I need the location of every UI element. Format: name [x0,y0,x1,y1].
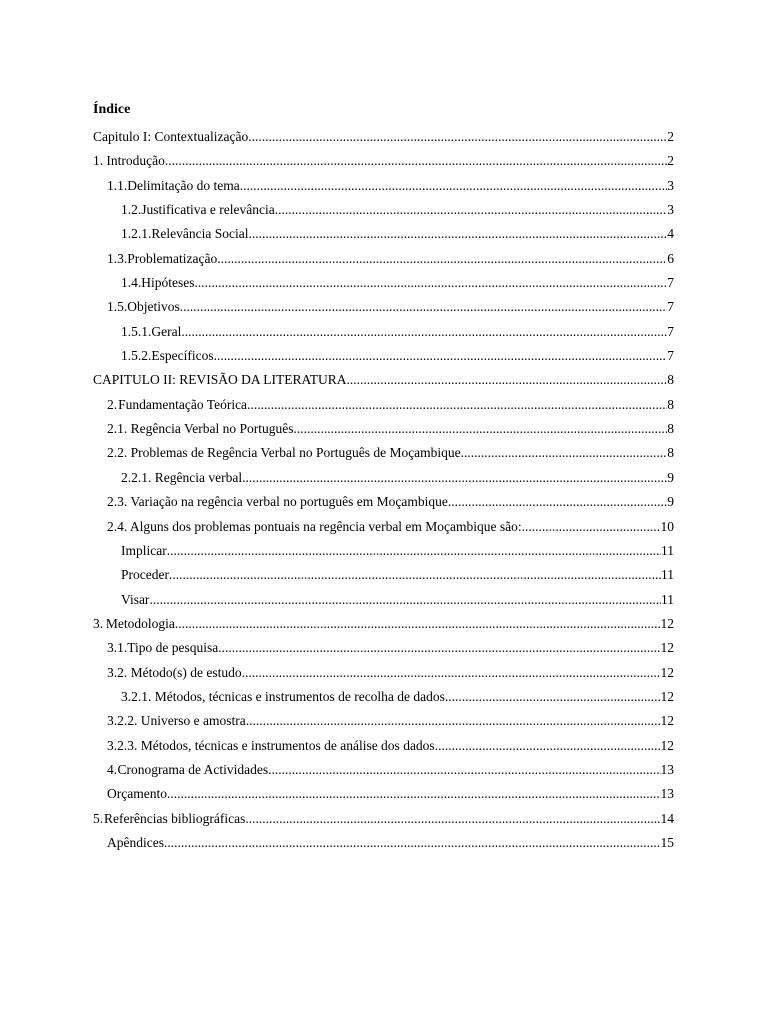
toc-entry-page: 12 [660,664,674,680]
toc-entry-text: 3.2.1. Métodos, técnicas e instrumentos de recolha de dados [121,688,445,704]
toc-leader [245,809,660,829]
toc-entry-number: 5. [93,810,104,826]
toc-leader [522,517,661,537]
toc-entry-text: Visar [121,591,150,607]
toc-leader [167,541,661,561]
toc-entry-number: 1.3. [107,250,128,266]
toc-entry-page: 2 [667,153,674,169]
toc-entry-page: 15 [660,834,674,850]
toc-title: Índice [93,102,131,117]
toc-entry[interactable] [0,613,768,637]
toc-entry-text: Introdução [106,153,165,169]
toc-entry[interactable] [0,491,768,515]
toc-leader [149,590,661,610]
toc-leader [275,200,668,220]
toc-entry-text: CAPITULO II: REVISÃO DA LITERATURA [93,372,347,388]
toc-entry[interactable] [0,783,768,807]
toc-entry[interactable] [0,735,768,759]
toc-leader [180,297,668,317]
toc-entry-text: Metodologia [105,615,175,631]
toc-entry-page: 2 [667,129,674,144]
toc-entry-number: 3. [93,615,104,631]
toc-entry-page: 9 [667,469,674,485]
toc-entry-text: 3.2.2. Universo e amostra [107,713,246,729]
toc-entry-number: 2. [107,396,118,412]
toc-entry-text: 3.2.3. Métodos, técnicas e instrumentos de análise dos dados [107,737,435,753]
toc-entry-text: Justificativa e relevância [141,202,275,218]
toc-leader [268,760,660,780]
toc-entry[interactable] [0,418,768,442]
toc-leader [293,419,667,439]
toc-entry-page: 7 [667,323,674,339]
toc-entry-text: 3.2. Método(s) de estudo [107,664,242,680]
toc-entry[interactable] [0,637,768,661]
toc-entry[interactable] [0,516,768,540]
toc-entry-text: Relevância Social [151,226,249,242]
toc-entry-text: Apêndices [107,834,164,850]
toc-entry-text: 2.2. Problemas de Regência Verbal no Português de Moçambique [107,445,461,461]
toc-entry-page: 12 [660,713,674,729]
toc-entry-page: 3 [667,177,674,193]
toc-entry[interactable] [0,223,768,247]
toc-entry-text: Referências bibliográficas [104,810,246,826]
toc-entry[interactable] [0,540,768,564]
toc-entry-number: 1.1. [107,177,128,193]
toc-entry[interactable] [0,321,768,345]
toc-entry-number: 1.4. [121,275,142,291]
toc-entry-page: 8 [667,421,674,437]
toc-entry[interactable] [0,589,768,613]
toc-entry-page: 11 [661,567,674,583]
toc-entry-number: 1.5. [107,299,128,315]
toc-entry-page: 10 [660,518,674,534]
toc-entry-page: 12 [660,640,674,656]
toc-entry-number: 3.1. [107,640,128,656]
toc-entry-text: Orçamento [107,786,167,802]
toc-leader [448,492,667,512]
toc-entry-page: 11 [661,591,674,607]
toc-entry-text: Delimitação do tema [127,177,240,193]
toc-entry-number: 4. [107,761,118,777]
toc-leader [214,346,668,366]
toc-entry-number: 1. [93,153,104,169]
toc-leader [246,711,661,731]
toc-entry-text: Problematização [127,250,218,266]
toc-entry-text: Objetivos [127,299,180,315]
toc-entry[interactable] [0,126,768,150]
toc-entry-page: 4 [667,226,674,242]
toc-entry-text: Fundamentação Teórica [118,396,248,412]
toc-entry[interactable] [0,442,768,466]
toc-leader [445,687,661,707]
toc-entry[interactable] [0,759,768,783]
toc-entry[interactable] [0,150,768,174]
toc-leader [240,176,668,196]
toc-leader [164,833,661,853]
table-of-contents [0,126,768,856]
toc-entry-page: 14 [660,810,674,826]
toc-entry-text: 2.1. Regência Verbal no Português [107,421,294,437]
toc-entry-page: 12 [660,688,674,704]
toc-leader [435,736,661,756]
toc-entry-text: Proceder [121,567,169,583]
toc-leader [242,468,667,488]
toc-entry[interactable] [0,175,768,199]
toc-entry-text: 2.2.1. Regência verbal [121,469,243,485]
toc-entry[interactable] [0,710,768,734]
toc-entry-text: 2.3. Variação na regência verbal no português em Moçambique [107,494,448,510]
toc-entry[interactable] [0,369,768,393]
toc-entry-page: 8 [667,445,674,461]
toc-leader [175,614,661,634]
toc-leader [242,663,661,683]
toc-entry[interactable] [0,272,768,296]
toc-entry-page: 7 [667,275,674,291]
toc-entry-text: Tipo de pesquisa [127,640,219,656]
toc-entry-text: Hipóteses [141,275,195,291]
toc-entry-page: 8 [667,396,674,412]
toc-leader [217,249,667,269]
toc-entry-text: Implicar [121,542,167,558]
toc-entry-page: 8 [667,372,674,388]
toc-entry[interactable] [0,808,768,832]
toc-entry-page: 12 [660,615,674,631]
toc-entry-text: 2.4. Alguns dos problemas pontuais na regência verbal em Moçambique são: [107,518,522,534]
toc-entry-page: 7 [667,348,674,364]
toc-entry[interactable] [0,832,768,856]
toc-entry[interactable] [0,564,768,588]
toc-entry[interactable] [0,248,768,272]
toc-entry[interactable] [0,199,768,223]
toc-entry[interactable] [0,345,768,369]
toc-entry-number: 1.2. [121,202,142,218]
toc-entry[interactable] [0,394,768,418]
toc-entry-page: 9 [667,494,674,510]
toc-leader [195,273,668,293]
toc-entry-number: 1.2.1. [121,226,152,242]
toc-entry-text: Específicos [151,348,214,364]
toc-entry-text: Geral [151,323,182,339]
toc-entry-page: 13 [660,761,674,777]
toc-leader [165,151,667,171]
toc-entry-text: Capitulo I: Contextualização [93,129,249,144]
toc-leader [167,784,661,804]
toc-entry-page: 11 [661,542,674,558]
toc-leader [461,443,668,463]
toc-entry-page: 6 [667,250,674,266]
toc-entry[interactable] [0,686,768,710]
toc-leader [169,565,661,585]
toc-entry[interactable] [0,467,768,491]
toc-entry-page: 13 [660,786,674,802]
toc-leader [247,395,667,415]
toc-entry-page: 12 [660,737,674,753]
toc-leader [347,370,668,390]
toc-entry[interactable] [0,296,768,320]
toc-leader [218,638,660,658]
toc-entry-text: Cronograma de Actividades [117,761,269,777]
toc-entry[interactable] [0,662,768,686]
toc-leader [248,224,667,244]
toc-entry-page: 3 [667,202,674,218]
toc-leader [248,127,667,147]
toc-entry-number: 1.5.2. [121,348,152,364]
toc-entry-number: 1.5.1. [121,323,152,339]
toc-leader [181,322,667,342]
toc-entry-page: 7 [667,299,674,315]
